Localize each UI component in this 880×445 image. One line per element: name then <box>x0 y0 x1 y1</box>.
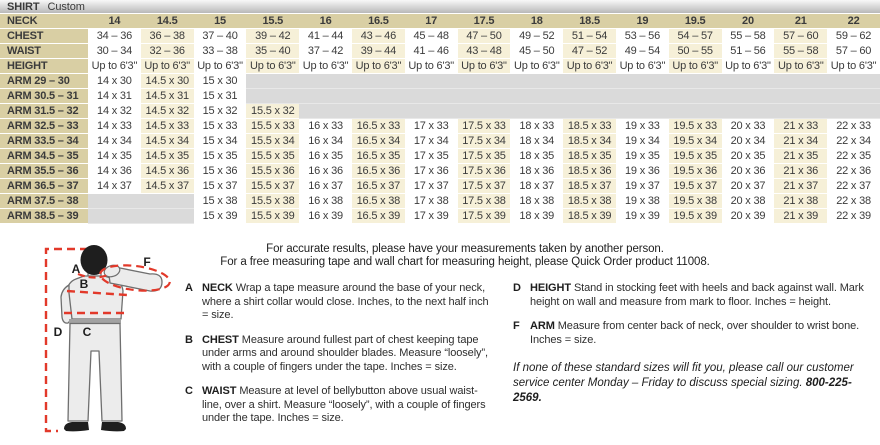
arm-row-cell <box>405 104 458 119</box>
waist-row-cell: 55 – 58 <box>774 44 827 59</box>
arm-row-cell: 16.5 x 38 <box>352 194 405 209</box>
height-row-cell: Up to 6'3" <box>458 59 511 74</box>
neck-size-row-cell: 20 <box>722 14 775 29</box>
arm-row-cell: 15.5 x 37 <box>246 179 299 194</box>
arm-row-cell: 20 x 35 <box>722 149 775 164</box>
arm-row-cell: 15 x 39 <box>194 209 247 224</box>
chest-row-cell: 43 – 46 <box>352 29 405 44</box>
arm-row-cell <box>563 89 616 104</box>
arm-row-cell: 14 x 36 <box>88 164 141 179</box>
arm-row-cell: 18 x 35 <box>510 149 563 164</box>
arm-row-cell: 17.5 x 33 <box>458 119 511 134</box>
waist-row-cell: 41 – 46 <box>405 44 458 59</box>
arm-row-label: ARM 34.5 – 35 <box>0 149 88 164</box>
arm-row-cell: 18 x 34 <box>510 134 563 149</box>
waist-row-cell: 39 – 44 <box>352 44 405 59</box>
arm-row-cell <box>669 89 722 104</box>
chest-row-cell: 53 – 56 <box>616 29 669 44</box>
instruction-term: HEIGHT <box>530 282 571 294</box>
neck-size-row-cell: 14.5 <box>141 14 194 29</box>
arm-row-cell <box>563 74 616 89</box>
arm-row-cell: 18.5 x 33 <box>563 119 616 134</box>
height-row-cell: Up to 6'3" <box>722 59 775 74</box>
instruction-waist <box>185 385 497 426</box>
arm-row-cell: 14 x 35 <box>88 149 141 164</box>
arm-row-cell <box>246 89 299 104</box>
arm-row-cell: 19.5 x 38 <box>669 194 722 209</box>
chest-row-cell: 45 – 48 <box>405 29 458 44</box>
figure-label-waist: C <box>82 325 92 339</box>
waist-row-label: WAIST <box>0 44 88 59</box>
arm-row-cell: 15.5 x 33 <box>246 119 299 134</box>
arm-row-cell <box>510 74 563 89</box>
instruction-letter: B <box>185 333 193 346</box>
height-row-cell: Up to 6'3" <box>669 59 722 74</box>
waist-row-cell: 57 – 60 <box>827 44 880 59</box>
arm-row-cell: 18.5 x 37 <box>563 179 616 194</box>
neck-size-row-cell: 16 <box>299 14 352 29</box>
height-row-cell: Up to 6'3" <box>194 59 247 74</box>
arm-row <box>0 194 880 209</box>
instruction-letter: A <box>185 282 193 294</box>
arm-row-cell <box>669 74 722 89</box>
arm-row-cell: 18 x 36 <box>510 164 563 179</box>
arm-row-cell <box>774 89 827 104</box>
neck-size-row-cell: 17.5 <box>458 14 511 29</box>
arm-row-cell: 19.5 x 34 <box>669 134 722 149</box>
waist-row-cell: 45 – 50 <box>510 44 563 59</box>
arm-row-cell: 20 x 37 <box>722 179 775 194</box>
waist-row-cell: 37 – 42 <box>299 44 352 59</box>
arm-row-label: ARM 33.5 – 34 <box>0 134 88 149</box>
waist-row-cell: 32 – 36 <box>141 44 194 59</box>
waist-row-cell: 47 – 52 <box>563 44 616 59</box>
neck-size-row-cell: 21 <box>774 14 827 29</box>
height-row-cell: Up to 6'3" <box>405 59 458 74</box>
special-sizing-note <box>513 361 876 406</box>
arm-row-cell <box>299 104 352 119</box>
neck-size-row-cell: 15.5 <box>246 14 299 29</box>
arm-row-cell: 14.5 x 30 <box>141 74 194 89</box>
table-title-bar <box>0 0 880 14</box>
neck-size-row-cell: 16.5 <box>352 14 405 29</box>
chest-row-cell: 59 – 62 <box>827 29 880 44</box>
instruction-letter: F <box>513 320 520 332</box>
arm-row-cell: 14.5 x 37 <box>141 179 194 194</box>
arm-row-cell: 19 x 37 <box>616 179 669 194</box>
arm-row-cell: 17.5 x 37 <box>458 179 511 194</box>
instruction-text: Measure at level of bellybutton above usual waist-line, over a shirt. Measure “loosely”, with a couple of fingers under the tape. Inches = size. <box>202 385 486 424</box>
arm-row-label: ARM 37.5 – 38 <box>0 194 88 209</box>
arm-row-cell: 20 x 39 <box>722 209 775 224</box>
arm-row-label: ARM 29 – 30 <box>0 74 88 89</box>
instruction-arm <box>513 320 876 347</box>
arm-row-cell <box>827 104 880 119</box>
arm-row-cell: 15.5 x 36 <box>246 164 299 179</box>
arm-row-cell: 17.5 x 38 <box>458 194 511 209</box>
arm-row-cell: 19.5 x 33 <box>669 119 722 134</box>
arm-row-cell <box>352 74 405 89</box>
neck-size-row-cell: 22 <box>827 14 880 29</box>
height-row-cell: Up to 6'3" <box>88 59 141 74</box>
arm-row-cell: 15.5 x 32 <box>246 104 299 119</box>
figure-label-neck: A <box>71 262 81 276</box>
arm-row-cell: 22 x 37 <box>827 179 880 194</box>
neck-size-row-label: NECK <box>0 14 88 29</box>
height-row-cell: Up to 6'3" <box>616 59 669 74</box>
neck-size-row-cell: 14 <box>88 14 141 29</box>
arm-row-cell <box>722 104 775 119</box>
arm-row-cell: 15.5 x 39 <box>246 209 299 224</box>
chest-row-cell: 39 – 42 <box>246 29 299 44</box>
arm-row-cell: 17.5 x 36 <box>458 164 511 179</box>
waist-row-cell: 33 – 38 <box>194 44 247 59</box>
chest-row-cell: 51 – 54 <box>563 29 616 44</box>
arm-row-cell <box>141 194 194 209</box>
arm-row-cell: 21 x 36 <box>774 164 827 179</box>
arm-row-cell: 14.5 x 36 <box>141 164 194 179</box>
arm-row-cell: 22 x 35 <box>827 149 880 164</box>
arm-row-cell: 14.5 x 35 <box>141 149 194 164</box>
figure-label-arm: F <box>143 255 151 269</box>
waist-row <box>0 44 880 59</box>
arm-row-cell: 17 x 34 <box>405 134 458 149</box>
arm-row-cell <box>510 104 563 119</box>
arm-row <box>0 104 880 119</box>
arm-row-label: ARM 35.5 – 36 <box>0 164 88 179</box>
waist-row-cell: 50 – 55 <box>669 44 722 59</box>
intro-line-2: For a free measuring tape and wall chart for measuring height, please Quick Order product 11008. <box>220 256 710 268</box>
arm-row-cell <box>458 104 511 119</box>
arm-row-cell: 14 x 32 <box>88 104 141 119</box>
arm-row-cell: 18.5 x 38 <box>563 194 616 209</box>
chest-row-cell: 49 – 52 <box>510 29 563 44</box>
instruction-text: Measure around fullest part of chest keeping tape under arms and around shoulder blades. Measure “loosely”, with a couple of fingers under the tape. Inches = size. <box>202 333 488 373</box>
instruction-text: Stand in stocking feet with heels and back against wall. Mark height on wall and measure from mark to floor. Inches = height. <box>530 282 864 308</box>
waist-row-cell: 49 – 54 <box>616 44 669 59</box>
arm-row-cell: 18 x 33 <box>510 119 563 134</box>
arm-row <box>0 119 880 134</box>
arm-row-cell: 14 x 33 <box>88 119 141 134</box>
arm-row-cell: 15 x 37 <box>194 179 247 194</box>
height-row-label: HEIGHT <box>0 59 88 74</box>
arm-row-cell: 14.5 x 32 <box>141 104 194 119</box>
chest-row-cell: 55 – 58 <box>722 29 775 44</box>
arm-row-cell: 14 x 34 <box>88 134 141 149</box>
arm-row-cell: 17 x 37 <box>405 179 458 194</box>
table-subtitle: Custom <box>47 1 85 13</box>
arm-row-cell: 15.5 x 35 <box>246 149 299 164</box>
arm-row-cell: 21 x 34 <box>774 134 827 149</box>
arm-row-cell: 15 x 38 <box>194 194 247 209</box>
arm-row-cell <box>510 89 563 104</box>
arm-row-label: ARM 38.5 – 39 <box>0 209 88 224</box>
arm-row-cell: 18 x 38 <box>510 194 563 209</box>
arm-row-cell: 15 x 36 <box>194 164 247 179</box>
arm-row-cell: 16 x 33 <box>299 119 352 134</box>
arm-row <box>0 149 880 164</box>
chest-row-label: CHEST <box>0 29 88 44</box>
arm-row-cell: 14 x 37 <box>88 179 141 194</box>
intro-line-1: For accurate results, please have your measurements taken by another person. <box>266 243 664 255</box>
arm-row-cell: 21 x 33 <box>774 119 827 134</box>
height-row-cell: Up to 6'3" <box>246 59 299 74</box>
arm-row-cell: 17.5 x 39 <box>458 209 511 224</box>
arm-row <box>0 179 880 194</box>
arm-row <box>0 134 880 149</box>
instruction-term: WAIST <box>202 385 237 397</box>
waist-row-cell: 35 – 40 <box>246 44 299 59</box>
arm-row-cell: 17.5 x 35 <box>458 149 511 164</box>
arm-row-cell: 22 x 34 <box>827 134 880 149</box>
arm-row-cell: 15 x 31 <box>194 89 247 104</box>
arm-row-cell <box>458 74 511 89</box>
arm-row-cell: 15.5 x 34 <box>246 134 299 149</box>
arm-row-cell: 17 x 36 <box>405 164 458 179</box>
arm-row-cell: 22 x 39 <box>827 209 880 224</box>
arm-row-cell <box>616 74 669 89</box>
neck-size-row-cell: 19.5 <box>669 14 722 29</box>
arm-row-cell: 15 x 32 <box>194 104 247 119</box>
arm-row-cell: 16.5 x 35 <box>352 149 405 164</box>
waist-row-cell: 30 – 34 <box>88 44 141 59</box>
chest-row <box>0 29 880 44</box>
arm-row-cell: 16 x 38 <box>299 194 352 209</box>
neck-size-row-cell: 18 <box>510 14 563 29</box>
arm-row-cell: 16.5 x 34 <box>352 134 405 149</box>
instruction-height <box>513 282 876 309</box>
measuring-instructions-section <box>0 240 880 445</box>
instruction-column-right <box>513 282 880 437</box>
arm-row-cell <box>405 74 458 89</box>
arm-row-cell: 14 x 30 <box>88 74 141 89</box>
arm-row-label: ARM 31.5 – 32 <box>0 104 88 119</box>
neck-size-row-cell: 17 <box>405 14 458 29</box>
arm-row-cell: 15 x 30 <box>194 74 247 89</box>
arm-row-cell: 19 x 33 <box>616 119 669 134</box>
height-row-cell: Up to 6'3" <box>352 59 405 74</box>
neck-size-row-cell: 18.5 <box>563 14 616 29</box>
arm-row-cell: 18.5 x 36 <box>563 164 616 179</box>
chest-row-cell: 57 – 60 <box>774 29 827 44</box>
height-row-cell: Up to 6'3" <box>299 59 352 74</box>
arm-row-cell: 22 x 33 <box>827 119 880 134</box>
chest-row-cell: 47 – 50 <box>458 29 511 44</box>
arm-row-cell: 20 x 33 <box>722 119 775 134</box>
chest-row-cell: 34 – 36 <box>88 29 141 44</box>
waist-row-cell: 43 – 48 <box>458 44 511 59</box>
arm-row-cell: 19.5 x 39 <box>669 209 722 224</box>
chest-row-cell: 54 – 57 <box>669 29 722 44</box>
arm-row-cell: 22 x 38 <box>827 194 880 209</box>
arm-row-cell: 19 x 38 <box>616 194 669 209</box>
customer-service-phone: 800-225-2569. <box>513 377 852 404</box>
neck-size-row <box>0 14 880 29</box>
arm-row-cell: 19.5 x 37 <box>669 179 722 194</box>
arm-row-cell: 19 x 36 <box>616 164 669 179</box>
chest-row-cell: 37 – 40 <box>194 29 247 44</box>
arm-row-cell: 20 x 34 <box>722 134 775 149</box>
height-row <box>0 59 880 74</box>
waist-row-cell: 51 – 56 <box>722 44 775 59</box>
arm-row-cell: 17.5 x 34 <box>458 134 511 149</box>
arm-row-cell: 19 x 35 <box>616 149 669 164</box>
height-row-cell: Up to 6'3" <box>510 59 563 74</box>
arm-row-cell: 18.5 x 34 <box>563 134 616 149</box>
arm-row <box>0 89 880 104</box>
arm-row-cell <box>616 104 669 119</box>
arm-row-cell: 16.5 x 37 <box>352 179 405 194</box>
arm-row-cell <box>774 74 827 89</box>
arm-row-cell: 18 x 39 <box>510 209 563 224</box>
arm-row-cell: 19 x 34 <box>616 134 669 149</box>
arm-row-cell <box>88 194 141 209</box>
arm-row-cell <box>722 74 775 89</box>
instruction-letter: D <box>513 282 521 294</box>
arm-row-cell: 16 x 35 <box>299 149 352 164</box>
arm-row <box>0 74 880 89</box>
arm-row-cell: 21 x 35 <box>774 149 827 164</box>
neck-size-row-cell: 19 <box>616 14 669 29</box>
figure-left-shoe <box>64 422 89 431</box>
arm-row-cell: 16 x 36 <box>299 164 352 179</box>
chest-row-cell: 36 – 38 <box>141 29 194 44</box>
arm-row-cell <box>827 74 880 89</box>
arm-row-cell <box>141 209 194 224</box>
instruction-column-left <box>185 282 497 437</box>
arm-row-cell: 16 x 37 <box>299 179 352 194</box>
chest-row-cell: 41 – 44 <box>299 29 352 44</box>
arm-row-cell <box>616 89 669 104</box>
arm-row-cell <box>774 104 827 119</box>
table-title: SHIRT <box>7 1 40 13</box>
arm-row-cell <box>299 89 352 104</box>
arm-row-cell: 18.5 x 35 <box>563 149 616 164</box>
arm-row-cell: 17 x 33 <box>405 119 458 134</box>
figure-label-height: D <box>53 325 63 339</box>
arm-row-cell: 15 x 33 <box>194 119 247 134</box>
height-row-cell: Up to 6'3" <box>774 59 827 74</box>
arm-row-cell: 16.5 x 33 <box>352 119 405 134</box>
arm-row-cell <box>722 89 775 104</box>
arm-row-cell <box>352 104 405 119</box>
arm-row-cell: 20 x 38 <box>722 194 775 209</box>
arm-row-cell: 18 x 37 <box>510 179 563 194</box>
arm-row-cell: 14 x 31 <box>88 89 141 104</box>
instruction-neck <box>185 282 497 323</box>
arm-row-label: ARM 30.5 – 31 <box>0 89 88 104</box>
arm-row-cell: 17 x 35 <box>405 149 458 164</box>
instruction-chest <box>185 334 497 375</box>
arm-row-cell: 20 x 36 <box>722 164 775 179</box>
arm-row-cell <box>669 104 722 119</box>
figure-waistband <box>69 319 121 324</box>
height-row-cell: Up to 6'3" <box>563 59 616 74</box>
arm-row-cell: 15.5 x 38 <box>246 194 299 209</box>
arm-row-label: ARM 32.5 – 33 <box>0 119 88 134</box>
arm-row-label: ARM 36.5 – 37 <box>0 179 88 194</box>
height-row-cell: Up to 6'3" <box>141 59 194 74</box>
arm-row-cell <box>563 104 616 119</box>
instruction-columns <box>185 282 880 437</box>
arm-row-cell <box>246 74 299 89</box>
figure-legs <box>68 324 122 422</box>
arm-row-cell: 15 x 34 <box>194 134 247 149</box>
arm-row-cell: 21 x 38 <box>774 194 827 209</box>
size-grid <box>0 14 880 224</box>
height-row-cell: Up to 6'3" <box>827 59 880 74</box>
figure-label-chest: B <box>79 277 89 291</box>
arm-row-cell: 18.5 x 39 <box>563 209 616 224</box>
arm-row-cell: 16.5 x 36 <box>352 164 405 179</box>
figure-right-shoe <box>101 422 126 431</box>
arm-row-cell: 15 x 35 <box>194 149 247 164</box>
instruction-letter: C <box>185 385 193 397</box>
arm-row-cell <box>458 89 511 104</box>
arm-row-cell: 16 x 34 <box>299 134 352 149</box>
arm-row-cell: 16 x 39 <box>299 209 352 224</box>
arm-row-cell: 14.5 x 33 <box>141 119 194 134</box>
arm-row-cell: 17 x 39 <box>405 209 458 224</box>
instruction-term: ARM <box>530 320 555 332</box>
arm-row-cell <box>88 209 141 224</box>
arm-row-cell: 19.5 x 36 <box>669 164 722 179</box>
arm-row-cell: 22 x 36 <box>827 164 880 179</box>
arm-row-cell: 19 x 39 <box>616 209 669 224</box>
neck-size-row-cell: 15 <box>194 14 247 29</box>
arm-row-cell: 19.5 x 35 <box>669 149 722 164</box>
arm-row-cell <box>827 89 880 104</box>
arm-row <box>0 164 880 179</box>
instruction-term: CHEST <box>202 333 239 346</box>
arm-row-cell: 21 x 37 <box>774 179 827 194</box>
special-sizing-text: If none of these standard sizes will fit you, please call our customer service center Monday – Friday to discuss special sizing. <box>513 362 854 389</box>
instruction-text: Measure from center back of neck, over shoulder to wrist bone. Inches = size. <box>530 320 860 346</box>
instruction-text: Wrap a tape measure around the base of your neck, where a shirt collar would close. Inches, to the next half inch = size. <box>202 282 489 321</box>
arm-row <box>0 209 880 224</box>
arm-row-cell: 21 x 39 <box>774 209 827 224</box>
arm-row-cell <box>352 89 405 104</box>
measurement-figure-illustration <box>6 245 178 443</box>
arm-row-cell: 14.5 x 34 <box>141 134 194 149</box>
arm-row-cell <box>405 89 458 104</box>
arm-row-cell: 14.5 x 31 <box>141 89 194 104</box>
arm-row-cell <box>299 74 352 89</box>
instruction-term: NECK <box>202 282 233 294</box>
arm-row-cell: 16.5 x 39 <box>352 209 405 224</box>
arm-row-cell: 17 x 38 <box>405 194 458 209</box>
